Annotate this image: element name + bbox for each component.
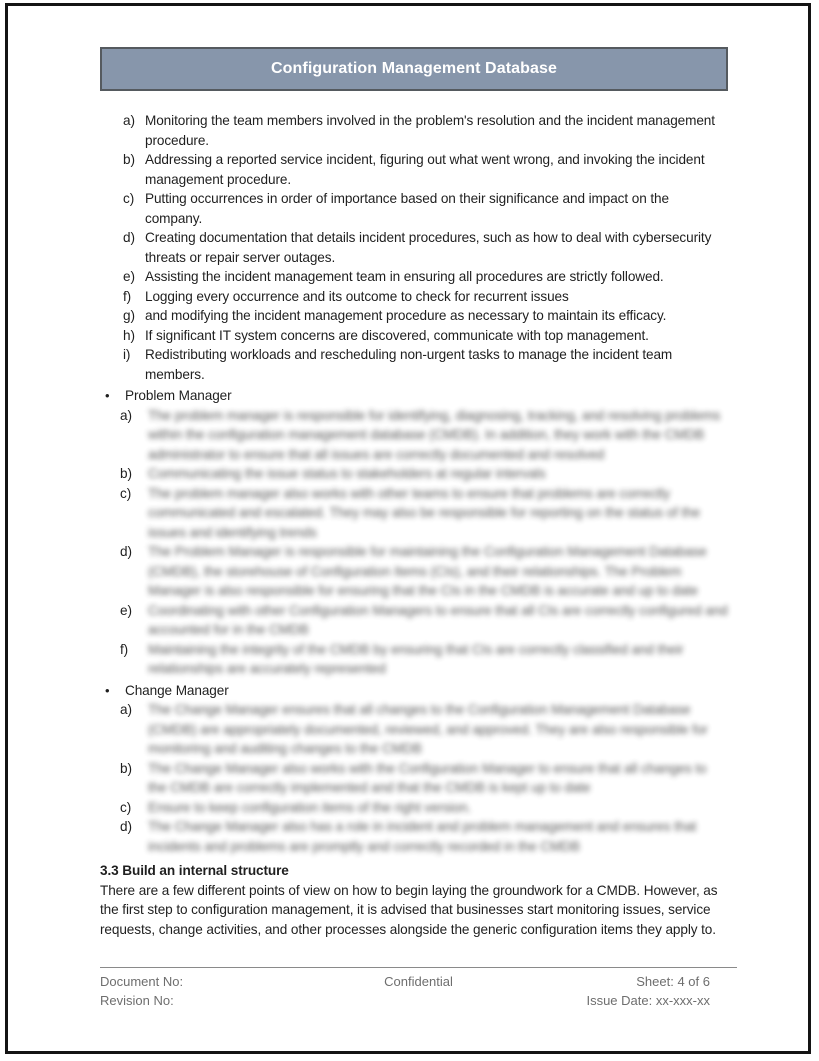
list-item-label: d) bbox=[123, 230, 135, 245]
list-item bbox=[100, 228, 728, 267]
roles-container bbox=[100, 386, 728, 856]
bullet-icon: • bbox=[105, 388, 110, 403]
document-page bbox=[5, 3, 811, 1054]
list-item-label: g) bbox=[123, 308, 135, 323]
confidential-label: Confidential bbox=[384, 974, 453, 989]
list-item bbox=[100, 798, 728, 818]
list-item-text-redacted: Coordinating with other Configuration Managers to ensure that all CIs are correctly configured and accounted for in the CMDB bbox=[148, 602, 728, 637]
list-item-text-redacted: The problem manager also works with other teams to ensure that problems are correctly communicated and escalated. They may also be responsible for reporting on the status of the issues and identifying trends bbox=[148, 485, 701, 540]
list-item-text: and modifying the incident management procedure as necessary to maintain its efficacy. bbox=[145, 308, 667, 323]
list-item-label: c) bbox=[120, 799, 132, 815]
list-item-label: f) bbox=[120, 641, 129, 657]
list-item-text: Putting occurrences in order of importance based on their significance and impact on the company. bbox=[145, 191, 669, 226]
list-item-label: d) bbox=[120, 544, 132, 559]
list-item-text-redacted: The Change Manager also has a role in incident and problem management and ensures that incidents and problems are promptly and correctly recorded in the CMDB bbox=[148, 819, 697, 854]
revision-no-label: Revision No: bbox=[100, 992, 174, 1008]
role-name: Change Manager bbox=[125, 682, 229, 698]
document-title-bar bbox=[100, 47, 728, 91]
list-item bbox=[100, 111, 728, 150]
incident-duties-list bbox=[100, 111, 728, 384]
list-item-text: Logging every occurrence and its outcome to check for recurrent issues bbox=[145, 288, 569, 304]
list-item-label: b) bbox=[120, 760, 132, 776]
list-item-label: a) bbox=[120, 407, 132, 423]
list-item-label: e) bbox=[123, 269, 135, 284]
document-title: Configuration Management Database bbox=[270, 60, 557, 78]
list-item bbox=[100, 150, 728, 189]
list-item-text: Creating documentation that details incident procedures, such as how to deal with cybersecurity threats or repair server outages. bbox=[145, 230, 712, 265]
list-item-text-redacted: The Problem Manager is responsible for maintaining the Configuration Management Database (CMDB), the storehouse of Configuration Items (CIs), and their relationships. The Problem Manager is also responsible for ensuring that the CIs in the CMDB is accurate and up to date bbox=[148, 544, 707, 598]
list-item bbox=[100, 542, 728, 601]
list-item-label: b) bbox=[120, 466, 132, 481]
document-no-label: Document No: bbox=[100, 974, 184, 989]
list-item-label: c) bbox=[123, 191, 135, 206]
list-item bbox=[100, 484, 728, 543]
issue-date-label: Issue Date: xx-xxx-xx bbox=[586, 992, 710, 1008]
list-item bbox=[100, 464, 728, 484]
list-item bbox=[100, 700, 728, 759]
list-item-text-redacted: Communicating the issue status to stakeholders at regular intervals bbox=[148, 466, 546, 481]
page-footer bbox=[100, 967, 737, 1010]
role-duties-list bbox=[100, 406, 728, 679]
list-item bbox=[100, 601, 728, 640]
list-item-text-redacted: The Change Manager ensures that all changes to the Configuration Management Database (CMDB) are appropriately documented, reviewed, and approved. They are also responsible for monitoring and auditing changes to the CMDB bbox=[148, 702, 708, 756]
list-item-text: Monitoring the team members involved in the problem's resolution and the incident management procedure. bbox=[145, 113, 715, 148]
footer-row-2 bbox=[100, 992, 737, 1011]
list-item-label: a) bbox=[123, 113, 135, 128]
list-item bbox=[100, 817, 728, 856]
list-item-text-redacted: The Change Manager also works with the Configuration Manager to ensure that all changes to the CMDB are correctly implemented and that the CMDB is kept up to date bbox=[148, 760, 707, 795]
list-item-label: d) bbox=[120, 819, 132, 834]
list-item bbox=[100, 306, 728, 326]
list-item bbox=[100, 406, 728, 465]
list-item-text-redacted: The problem manager is responsible for identifying, diagnosing, tracking, and resolving problems within the configuration management database (CMDB). In addition, they work with the CMDB administrator to ensure that all issues are correctly documented and resolved bbox=[148, 407, 721, 462]
list-item-text: If significant IT system concerns are discovered, communicate with top management. bbox=[145, 327, 649, 343]
role-section bbox=[100, 386, 728, 679]
role-heading bbox=[100, 681, 728, 701]
list-item-text: Redistributing workloads and rescheduling non-urgent tasks to manage the incident team members. bbox=[145, 347, 673, 382]
list-item-label: a) bbox=[120, 702, 132, 717]
list-item-text-redacted: Maintaining the integrity of the CMDB by ensuring that CIs are correctly classified and their relationships are accurately represented bbox=[148, 641, 684, 676]
role-name: Problem Manager bbox=[125, 388, 232, 403]
list-item-label: h) bbox=[123, 327, 135, 343]
role-heading bbox=[100, 386, 728, 406]
list-item-label: c) bbox=[120, 485, 132, 501]
list-item-label: i) bbox=[123, 347, 131, 362]
list-item-label: e) bbox=[120, 602, 132, 618]
section-paragraph: There are a few different points of view on how to begin laying the groundwork for a CMDB. However, as the first step to configuration management, it is advised that businesses start monitoring issues, service requests, change activities, and other processes alongside the generic configuration items they apply to. bbox=[100, 882, 718, 937]
list-item-text: Assisting the incident management team in ensuring all procedures are strictly followed. bbox=[145, 269, 664, 284]
bullet-icon: • bbox=[105, 682, 110, 698]
section-heading: 3.3 Build an internal structure bbox=[100, 863, 289, 878]
list-item bbox=[100, 345, 728, 384]
page-content bbox=[100, 6, 728, 939]
list-item-label: f) bbox=[123, 288, 132, 304]
role-section bbox=[100, 681, 728, 857]
list-item bbox=[100, 189, 728, 228]
list-item-text: Addressing a reported service incident, figuring out what went wrong, and invoking the incident management procedure. bbox=[145, 152, 705, 187]
list-item bbox=[100, 267, 728, 287]
list-item bbox=[100, 759, 728, 798]
section-3-3 bbox=[100, 861, 728, 939]
list-item bbox=[100, 640, 728, 679]
list-item bbox=[100, 326, 728, 346]
footer-row-1 bbox=[100, 973, 737, 992]
list-item-label: b) bbox=[123, 152, 135, 167]
list-item-text-redacted: Ensure to keep configuration items of the right version. bbox=[148, 799, 472, 815]
role-duties-list bbox=[100, 700, 728, 856]
list-item bbox=[100, 287, 728, 307]
sheet-label: Sheet: 4 of 6 bbox=[636, 974, 710, 989]
